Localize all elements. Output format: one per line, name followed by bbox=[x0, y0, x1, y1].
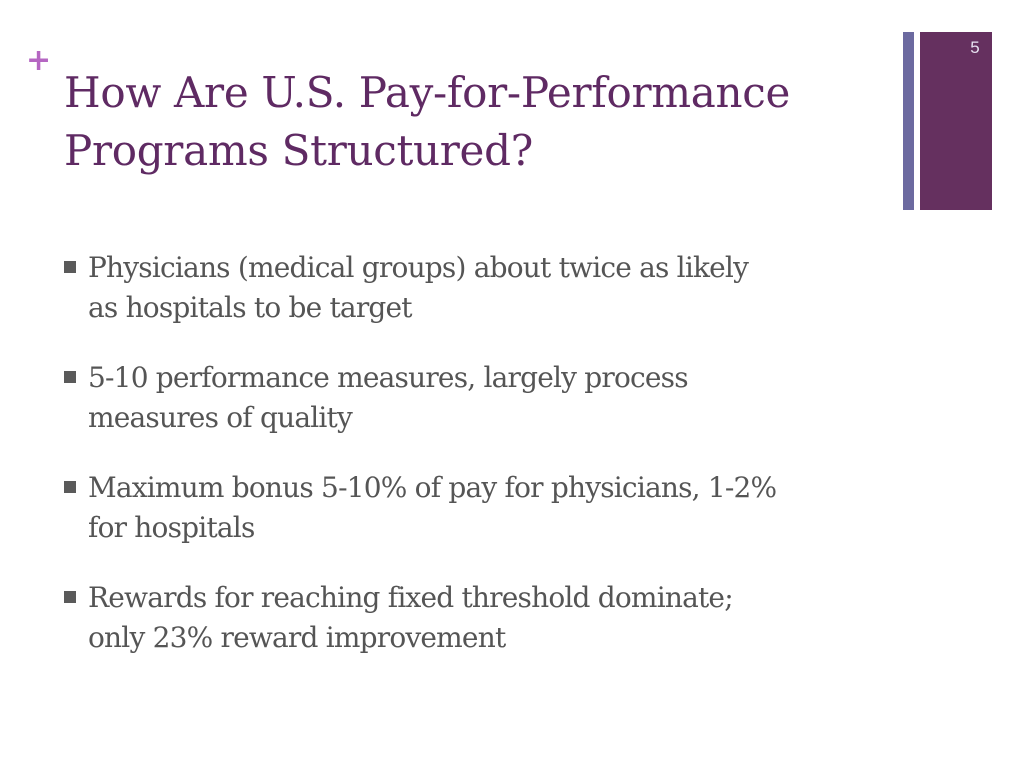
bullet-line: Physicians (medical groups) about twice as likely bbox=[88, 251, 749, 284]
bullet-line: Rewards for reaching fixed threshold dominate; bbox=[88, 581, 733, 614]
title-line-2: Programs Structured? bbox=[64, 126, 533, 175]
bullet-list bbox=[62, 248, 912, 688]
bullet-item-2 bbox=[62, 358, 912, 468]
bullet-text bbox=[88, 358, 912, 438]
plus-icon: + bbox=[26, 43, 52, 78]
bullet-line: for hospitals bbox=[88, 511, 255, 544]
slide-number: 5 bbox=[970, 38, 980, 57]
bullet-line: measures of quality bbox=[88, 401, 352, 434]
accent-bar-right bbox=[920, 32, 992, 210]
slide-title bbox=[64, 64, 884, 180]
square-bullet-icon bbox=[64, 371, 76, 383]
square-bullet-icon bbox=[64, 481, 76, 493]
bullet-line: 5-10 performance measures, largely process bbox=[88, 361, 688, 394]
accent-bar-left bbox=[903, 32, 914, 210]
bullet-item-4 bbox=[62, 578, 912, 688]
bullet-item-3 bbox=[62, 468, 912, 578]
bullet-text bbox=[88, 468, 912, 548]
bullet-text bbox=[88, 578, 912, 658]
bullet-line: as hospitals to be target bbox=[88, 291, 412, 324]
bullet-line: Maximum bonus 5-10% of pay for physicians, 1-2% bbox=[88, 471, 777, 504]
bullet-line: only 23% reward improvement bbox=[88, 621, 506, 654]
square-bullet-icon bbox=[64, 591, 76, 603]
square-bullet-icon bbox=[64, 261, 76, 273]
title-line-1: How Are U.S. Pay-for-Performance bbox=[64, 68, 791, 117]
bullet-text bbox=[88, 248, 912, 328]
bullet-item-1 bbox=[62, 248, 912, 358]
